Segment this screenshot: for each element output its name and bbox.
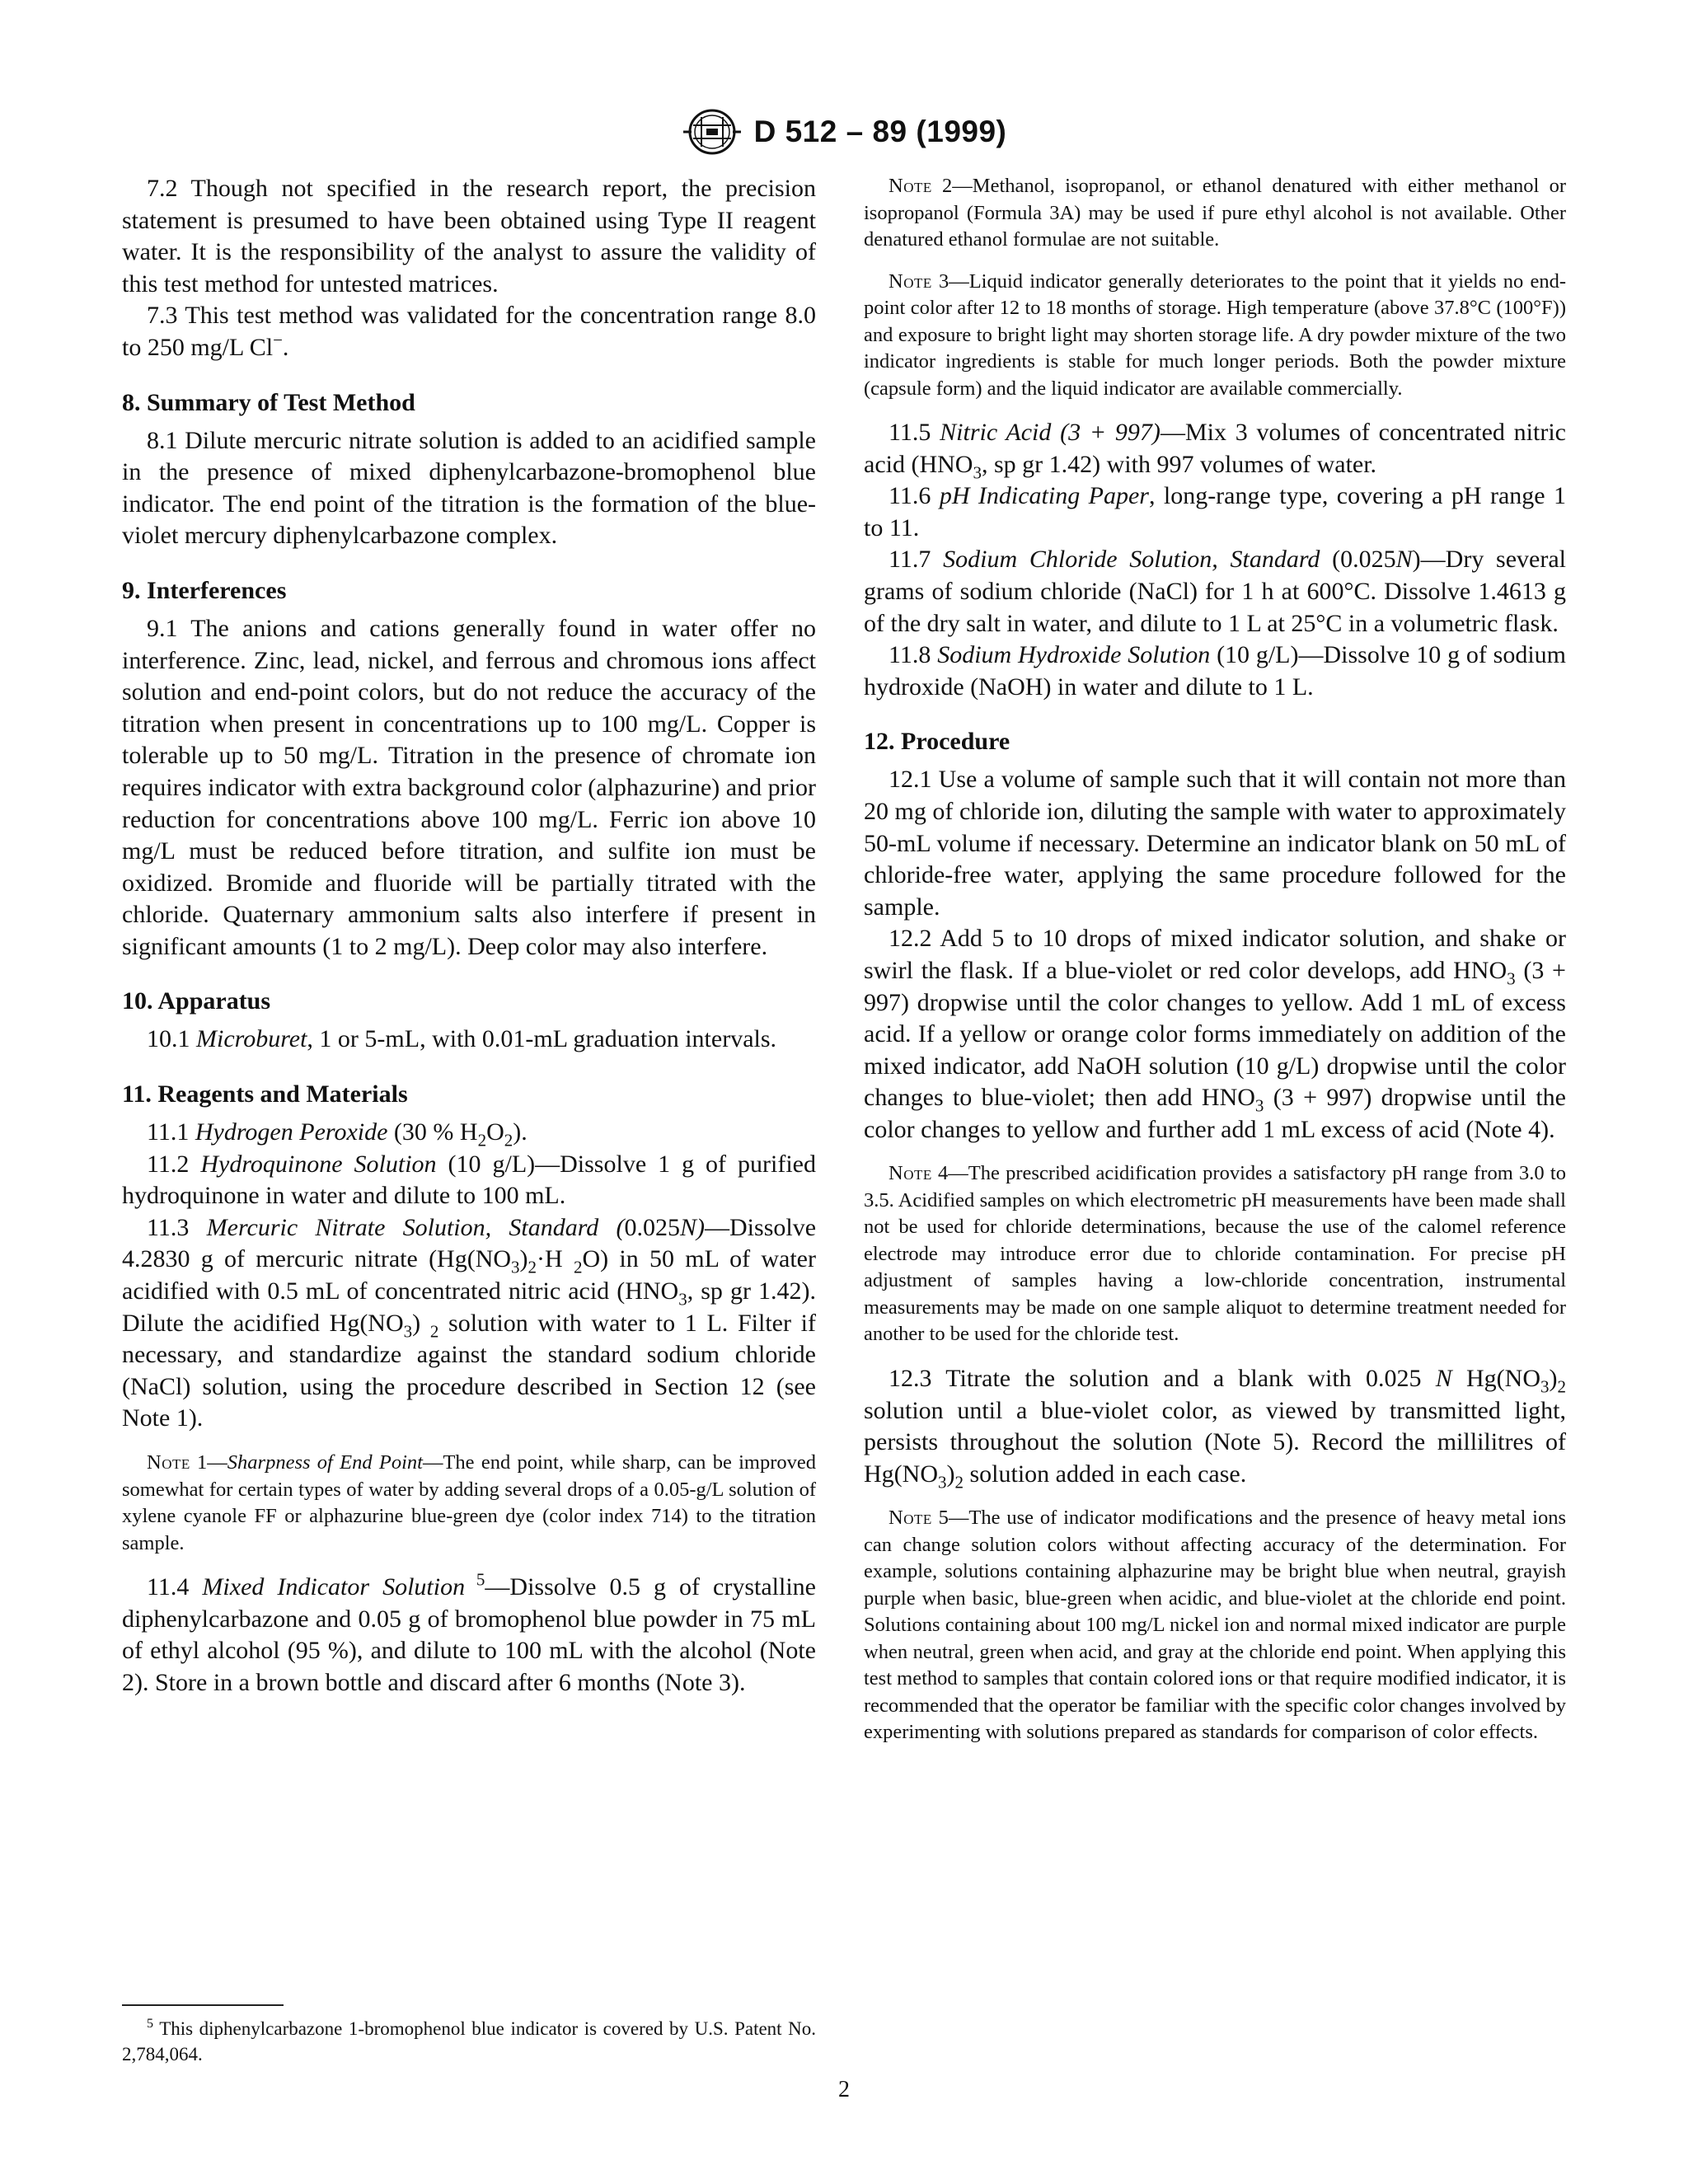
paragraph-11-3: 11.3 Mercuric Nitrate Solution, Standard (0.025N)—Dissolve 4.2830 g of mercuric nitrate ($Hg(NO_3)_2\cdot H$ $_2$O) in 50 mL of water acidified with 0.5 mL of concentrated nitric acid ($HNO_3$, sp gr 1.42). Dilute the acidified $Hg(NO_3)$ $_2$ solution with water to 1 L. Filter if necessary, and standardize against the standard sodium chloride (NaCl) solution, using the procedure described in Section 12 (see Note 1). [122, 1213, 817, 1432]
paragraph-12-1: 12.1 Use a volume of sample such that it will contain not more than 20 mg of chloride ion, diluting the sample with water to approximately 50-mL volume if necessary. Determine an indicator blank on 50 mL of chloride-free water, applying the same procedure followed for the sample. [864, 766, 1566, 921]
footnote-divider [122, 2004, 284, 2006]
paragraph-7-2: 7.2 Though not specified in the research report, the precision statement is presumed to have been obtained using Type II reagent water. It is the responsibility of the analyst to assure the validity of this test method for untested matrices. [122, 175, 816, 298]
paragraph-11-1: 11.1 Hydrogen Peroxide (30 % $H_2O_2$). [147, 1118, 528, 1151]
paragraph-11-4: 11.4 Mixed Indicator Solution $^5$—Dissolve 0.5 g of crystalline diphenylcarbazone and 0.05 g of bromophenol blue powder in 75 mL of ethyl alcohol (95 %), and dilute to 100 mL with the alcohol (Note 2). Store in a brown bottle and discard after 6 months (Note 3). [122, 1569, 816, 1696]
paragraph-8-1: 8.1 Dilute mercuric nitrate solution is added to an acidified sample in the presence of mixed diphenylcarbazone-bromophenol blue indicator. The end point of the titration is the formation of the blue-violet mercury diphenylcarbazone complex. [122, 426, 816, 550]
paragraph-12-2: 12.2 Add 5 to 10 drops of mixed indicator solution, and shake or swirl the flask. If a blue-violet or red color develops, add $HNO_3$ (3 + 997) dropwise until the color changes to yellow. Add 1 mL of excess acid. If a yellow or orange color forms immediately on addition of the mixed indicator, add NaOH solution (10 g/L) dropwise until the color changes to blue-violet; then add $HNO_3$ (3 + 997) dropwise until the color changes to yellow and further add 1 mL excess of acid (Note 4). [864, 925, 1566, 1143]
note-5: Note 5—The use of indicator modifications and the presence of heavy metal ions can change solution colors without affecting accuracy of the determination. For example, solutions containing alphazurine may be bright blue when neutral, grayish purple when basic, blue-green when acidic, and blue-violet at the chloride end point. Solutions containing about 100 mg/L nickel ion and normal mixed indicator are purple when neutral, green when acid, and gray at the chloride end point. When applying this test method to samples that contain colored ions or that require modified indicator, it is recommended that the operator be familiar with the specific color changes involved by experimenting with solutions prepared as standards for comparison of color effects. [864, 1507, 1566, 1744]
note-4: Note 4—The prescribed acidification provides a satisfactory pH range from 3.0 to 3.5. Acidified samples on which electrometric pH measurements have been made shall not be used for chloride determinations, because the use of the calomel reference electrode may introduce error due to chloride contamination. For precise pH adjustment of samples having a low-chloride concentration, instrumental measurements may be made on one sample aliquot to determine treatment needed for another to be used for the chloride test. [864, 1162, 1566, 1346]
paragraph-11-7: 11.7 Sodium Chloride Solution, Standard (0.025N)—Dry several grams of sodium chloride (NaCl) for 1 h at 600°C. Dissolve 1.4613 g of the dry salt in water, and dilute to 1 L at 25°C in a volumetric flask. [864, 546, 1567, 637]
paragraph-7-3: 7.3 This test method was validated for the concentration range 8.0 to 250 mg/L Cl−. [122, 302, 816, 361]
note-2: Note 2—Methanol, isopropanol, or ethanol denatured with either methanol or isopropanol (Formula 3A) may be used if pure ethyl alcohol is not available. Other denatured ethanol formulae are not suitable. [864, 175, 1566, 251]
paragraph-12-3: 12.3 Titrate the solution and a blank with 0.025 N $Hg(NO_3)_2$ solution until a blue-violet color, as viewed by transmitted light, persists throughout the solution (Note 5). Record the millilitres of $Hg(NO_3)_2$ solution added in each case. [864, 1364, 1566, 1493]
paragraph-11-2: 11.2 Hydroquinone Solution (10 g/L)—Dissolve 1 g of purified hydroquinone in water and dilute to 100 mL. [122, 1150, 816, 1210]
section-heading-12: 12. Procedure [864, 728, 1010, 756]
document-designation: D 512 – 89 (1999) [753, 115, 1007, 148]
note-3: Note 3—Liquid indicator generally deteriorates to the point that it yields no end-point color after 12 to 18 months of storage. High temperature (above 37.8°C (100°F)) and exposure to bright light may shorten storage life. A dry powder mixture of the two indicator ingredients is stable for much longer periods. Both the powder mixture (capsule form) and the liquid indicator are available commercially. [864, 269, 1566, 400]
footnote-5: $^5$ This diphenylcarbazone 1-bromophenol blue indicator is covered by U.S. Patent No. 2,784,064. [122, 2017, 816, 2064]
right-column [864, 173, 1566, 1761]
paragraph-11-6: 11.6 pH Indicating Paper, long-range type, covering a pH range 1 to 11. [864, 482, 1567, 541]
note-1: Note 1—Sharpness of End Point—The end point, while sharp, can be improved somewhat for certain types of water by adding several drops of a 0.05-g/L solution of xylene cyanole FF or alphazurine blue-green dye (color index 714) to the titration sample. [122, 1451, 816, 1554]
section-heading-11: 11. Reagents and Materials [122, 1080, 408, 1108]
section-heading-10: 10. Apparatus [122, 987, 271, 1015]
page-header [0, 107, 1688, 161]
section-heading-9: 9. Interferences [122, 576, 287, 604]
left-column [122, 173, 816, 1699]
paragraph-11-8: 11.8 Sodium Hydroxide Solution (10 g/L)—Dissolve 10 g of sodium hydroxide (NaOH) in water and dilute to 1 L. [864, 641, 1566, 701]
section-heading-8: 8. Summary of Test Method [122, 388, 415, 416]
astm-logo [682, 107, 743, 157]
paragraph-9-1: 9.1 The anions and cations generally found in water offer no interference. Zinc, lead, nickel, and ferrous and chromous ions affect solution and end-point colors, but do not reduce the accuracy of the titration when present in concentrations up to 100 mg/L. Copper is tolerable up to 50 mg/L. Titration in the presence of chromate ion requires indicator with extra background color (alphazurine) and prior reduction for concentrations above 100 mg/L. Ferric ion above 10 mg/L must be reduced before titration, and sulfite ion must be oxidized. Bromide and fluoride will be partially titrated with the chloride. Quaternary ammonium salts also interfere if present in significant amounts (1 to 2 mg/L). Deep color may also interfere. [122, 614, 816, 960]
paragraph-10-1: 10.1 Microburet, 1 or 5-mL, with 0.01-mL graduation intervals. [147, 1025, 777, 1053]
page-number: 2 [838, 2077, 850, 2102]
paragraph-11-5: 11.5 Nitric Acid (3 + 997)—Mix 3 volumes of concentrated nitric acid ($HNO_3$, sp gr 1.42) with 997 volumes of water. [864, 419, 1566, 482]
